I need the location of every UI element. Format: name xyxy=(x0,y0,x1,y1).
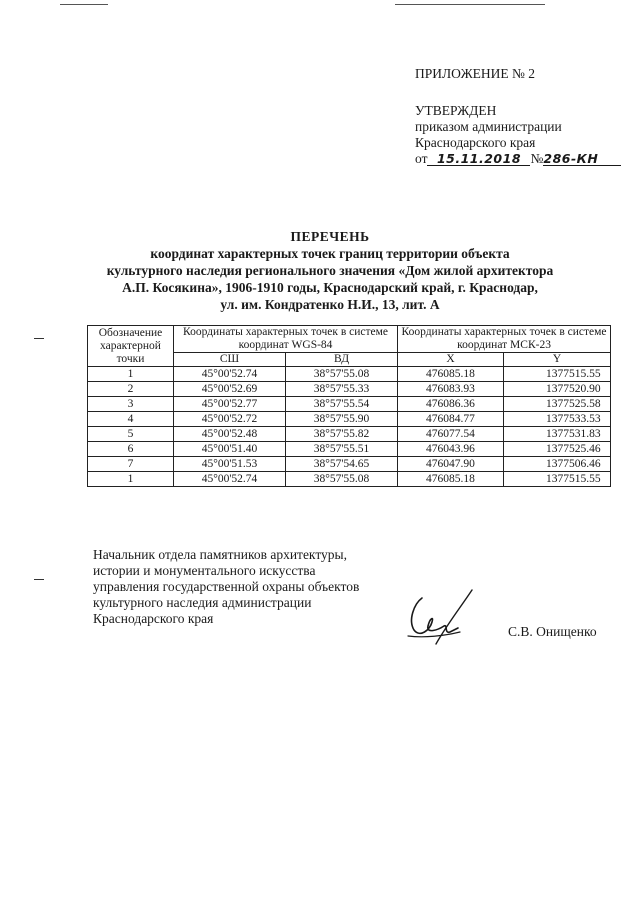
cell-point: 3 xyxy=(88,397,174,412)
cell-point: 7 xyxy=(88,457,174,472)
cell-x: 476077.54 xyxy=(398,427,504,442)
cell-y: 1377520.90 xyxy=(504,382,611,397)
coordinates-table xyxy=(87,325,611,487)
cell-x: 476086.36 xyxy=(398,397,504,412)
cell-y: 1377525.46 xyxy=(504,442,611,457)
cell-x: 476043.96 xyxy=(398,442,504,457)
subheader-x: X xyxy=(398,353,504,367)
signatory-line-5: Краснодарского края xyxy=(93,611,214,626)
signatory-line-3: управления государственной охраны объектов xyxy=(93,579,360,594)
cell-x: 476047.90 xyxy=(398,457,504,472)
table-row xyxy=(88,442,611,457)
approved-label: УТВЕРЖДЕН xyxy=(415,103,497,118)
approval-block xyxy=(415,66,635,167)
table-row xyxy=(88,397,611,412)
approved-region: Краснодарского края xyxy=(415,135,536,150)
cell-x: 476085.18 xyxy=(398,472,504,487)
cell-point: 1 xyxy=(88,472,174,487)
cell-lon: 38°57'55.90 xyxy=(286,412,398,427)
subheader-y: Y xyxy=(504,353,611,367)
subheader-lon: ВД xyxy=(286,353,398,367)
coordinates-body xyxy=(88,367,611,487)
table-row xyxy=(88,472,611,487)
cell-lat: 45°00'51.40 xyxy=(174,442,286,457)
cell-lat: 45°00'51.53 xyxy=(174,457,286,472)
scan-edge-mark xyxy=(60,4,108,5)
cell-point: 5 xyxy=(88,427,174,442)
cell-x: 476085.18 xyxy=(398,367,504,382)
approved-by-order: приказом администрации xyxy=(415,119,562,134)
margin-mark xyxy=(34,579,44,580)
cell-point: 1 xyxy=(88,367,174,382)
signatory-line-2: истории и монументального искусства xyxy=(93,563,316,578)
cell-lon: 38°57'55.08 xyxy=(286,367,398,382)
signatory-line-1: Начальник отдела памятников архитектуры, xyxy=(93,547,347,562)
heading-line-2: культурного наследия регионального значения «Дом жилой архитектора xyxy=(106,263,554,278)
order-date-number xyxy=(415,151,635,167)
signatory-line-4: культурного наследия администрации xyxy=(93,595,312,610)
cell-y: 1377515.55 xyxy=(504,472,611,487)
header-point: Обозначение характерной точки xyxy=(88,326,174,367)
cell-y: 1377515.55 xyxy=(504,367,611,382)
signatory-name: С.В. Онищенко xyxy=(508,624,597,639)
cell-lat: 45°00'52.77 xyxy=(174,397,286,412)
cell-x: 476084.77 xyxy=(398,412,504,427)
cell-lon: 38°57'55.08 xyxy=(286,472,398,487)
handwritten-signature xyxy=(400,586,480,648)
cell-lat: 45°00'52.72 xyxy=(174,412,286,427)
cell-y: 1377506.46 xyxy=(504,457,611,472)
cell-point: 4 xyxy=(88,412,174,427)
number-sign: № xyxy=(530,151,544,166)
date-prefix: от xyxy=(415,151,428,166)
table-row xyxy=(88,427,611,442)
heading-line-4: ул. им. Кондратенко Н.И., 13, лит. А xyxy=(220,297,440,312)
appendix-label: ПРИЛОЖЕНИЕ № 2 xyxy=(415,66,536,81)
handwritten-date: 15.11.2018 xyxy=(427,152,530,166)
header-wgs84: Координаты характерных точек в системе координат WGS-84 xyxy=(174,326,398,353)
cell-lon: 38°57'54.65 xyxy=(286,457,398,472)
heading-title: ПЕРЕЧЕНЬ xyxy=(290,229,370,244)
cell-y: 1377531.83 xyxy=(504,427,611,442)
cell-point: 6 xyxy=(88,442,174,457)
cell-lon: 38°57'55.54 xyxy=(286,397,398,412)
scan-edge-mark xyxy=(395,4,545,5)
header-msk23: Координаты характерных точек в системе координат МСК-23 xyxy=(398,326,611,353)
cell-lat: 45°00'52.74 xyxy=(174,367,286,382)
cell-lat: 45°00'52.69 xyxy=(174,382,286,397)
cell-lat: 45°00'52.48 xyxy=(174,427,286,442)
table-row xyxy=(88,457,611,472)
margin-mark xyxy=(34,338,44,339)
cell-y: 1377525.58 xyxy=(504,397,611,412)
cell-lat: 45°00'52.74 xyxy=(174,472,286,487)
table-row xyxy=(88,382,611,397)
table-row xyxy=(88,412,611,427)
handwritten-number: 286-КН xyxy=(543,152,621,166)
cell-lon: 38°57'55.51 xyxy=(286,442,398,457)
cell-lon: 38°57'55.82 xyxy=(286,427,398,442)
subheader-lat: СШ xyxy=(174,353,286,367)
table-row xyxy=(88,367,611,382)
cell-lon: 38°57'55.33 xyxy=(286,382,398,397)
heading-line-1: координат характерных точек границ территории объекта xyxy=(150,246,510,261)
cell-point: 2 xyxy=(88,382,174,397)
cell-y: 1377533.53 xyxy=(504,412,611,427)
cell-x: 476083.93 xyxy=(398,382,504,397)
signatory-title xyxy=(93,547,413,627)
heading-line-3: А.П. Косякина», 1906-1910 годы, Краснодарский край, г. Краснодар, xyxy=(122,280,538,295)
document-heading xyxy=(80,228,580,313)
